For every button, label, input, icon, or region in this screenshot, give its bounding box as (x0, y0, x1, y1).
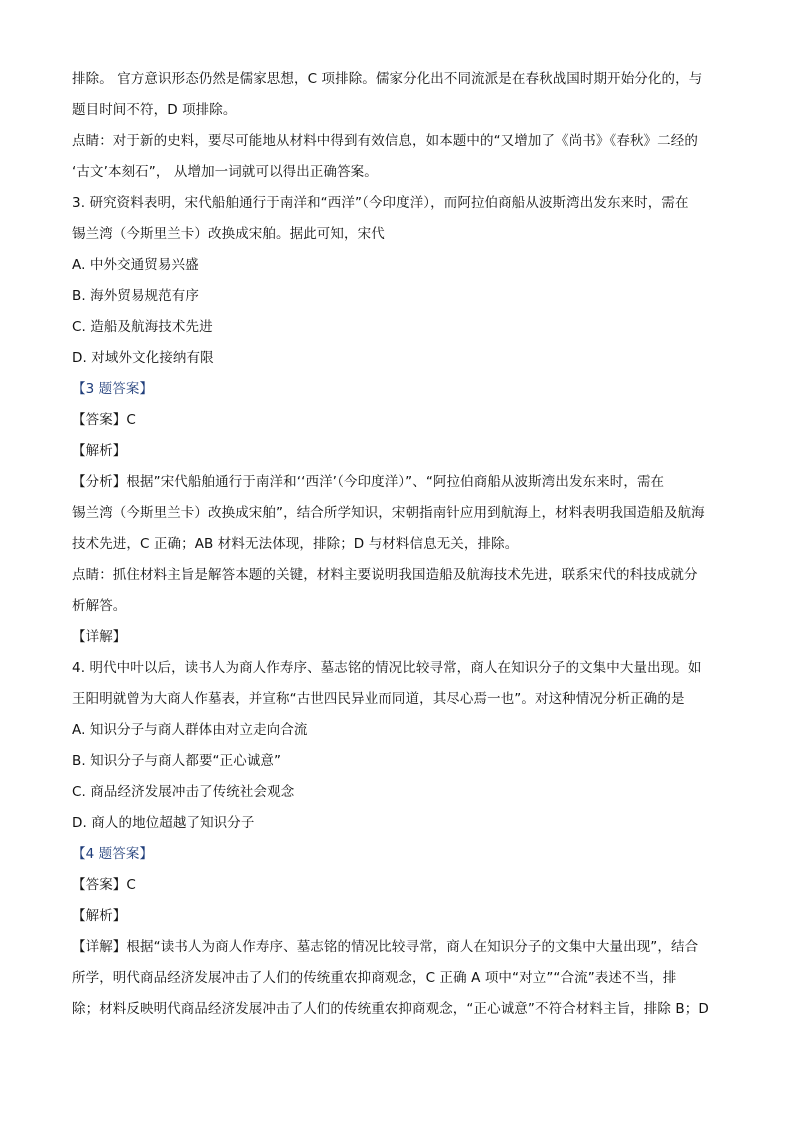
text-line: 【解析】 (72, 443, 127, 459)
text-line: 【详解】 (72, 629, 127, 645)
text-line: 【答案】C (72, 412, 136, 428)
answer-option: B. 知识分子与商人都要“正心诚意” (72, 753, 282, 769)
answer-option: A. 中外交通贸易兴盛 (72, 257, 199, 273)
text-line: 排除。 官方意识形态仍然是儒家思想，C 项排除。儒家分化出不同流派是在春秋战国时期开始分化的，与 (72, 71, 703, 87)
text-line: 除；材料反映明代商品经济发展冲击了人们的传统重农抑商观念，“正心诚意”不符合材料主旨，排除 B；D (72, 1001, 709, 1017)
answer-option: B. 海外贸易规范有序 (72, 288, 199, 304)
text-line: 析解答。 (72, 598, 127, 614)
text-line: 王阳明就曾为大商人作墓表，并宣称“古世四民异业而同道，其尽心焉一也”。对这种情况分析正确的是 (72, 691, 685, 707)
text-line: 点睛：抓住材料主旨是解答本题的关键，材料主要说明我国造船及航海技术先进，联系宋代的科技成就分 (72, 567, 698, 583)
text-line: 锡兰湾（今斯里兰卡）改换成宋舶。据此可知，宋代 (72, 226, 385, 242)
text-line: 4. 明代中叶以后，读书人为商人作寿序、墓志铭的情况比较寻常，商人在知识分子的文集中大量出现。如 (72, 660, 702, 676)
text-line: 锡兰湾（今斯里兰卡）改换成宋舶”，结合所学知识，宋朝指南针应用到航海上，材料表明我国造船及航海 (72, 505, 705, 521)
text-line: 【答案】C (72, 877, 136, 893)
answer-option: D. 对域外文化接纳有限 (72, 350, 214, 366)
answer-option: D. 商人的地位超越了知识分子 (72, 815, 255, 831)
text-line: 题目时间不符，D 项排除。 (72, 102, 237, 118)
text-line: 技术先进，C 正确；AB 材料无法体现，排除；D 与材料信息无关，排除。 (72, 536, 519, 552)
text-line: 【分析】根据”宋代船舶通行于南洋和‘‘西洋’（今印度洋）”、“阿拉伯商船从波斯湾出发东来时，需在 (72, 474, 665, 490)
answer-section-header: 【3 题答案】 (72, 381, 154, 397)
text-line: ‘古文’本刻石”， 从增加一词就可以得出正确答案。 (72, 164, 378, 180)
text-line: 【详解】根据“读书人为商人作寿序、墓志铭的情况比较寻常，商人在知识分子的文集中大量出现”，结合 (72, 939, 699, 955)
answer-section-header: 【4 题答案】 (72, 846, 154, 862)
text-line: 3. 研究资料表明，宋代船舶通行于南洋和“西洋”（今印度洋），而阿拉伯商船从波斯湾出发东来时，需在 (72, 195, 689, 211)
text-line: 点睛：对于新的史料，要尽可能地从材料中得到有效信息，如本题中的“又增加了《尚书》《春秋》二经的 (72, 133, 698, 149)
answer-option: A. 知识分子与商人群体由对立走向合流 (72, 722, 308, 738)
answer-option: C. 商品经济发展冲击了传统社会观念 (72, 784, 295, 800)
answer-option: C. 造船及航海技术先进 (72, 319, 213, 335)
text-line: 所学，明代商品经济发展冲击了人们的传统重农抑商观念，C 正确 A 项中“对立”“合流”表述不当，排 (72, 970, 677, 986)
text-line: 【解析】 (72, 908, 127, 924)
